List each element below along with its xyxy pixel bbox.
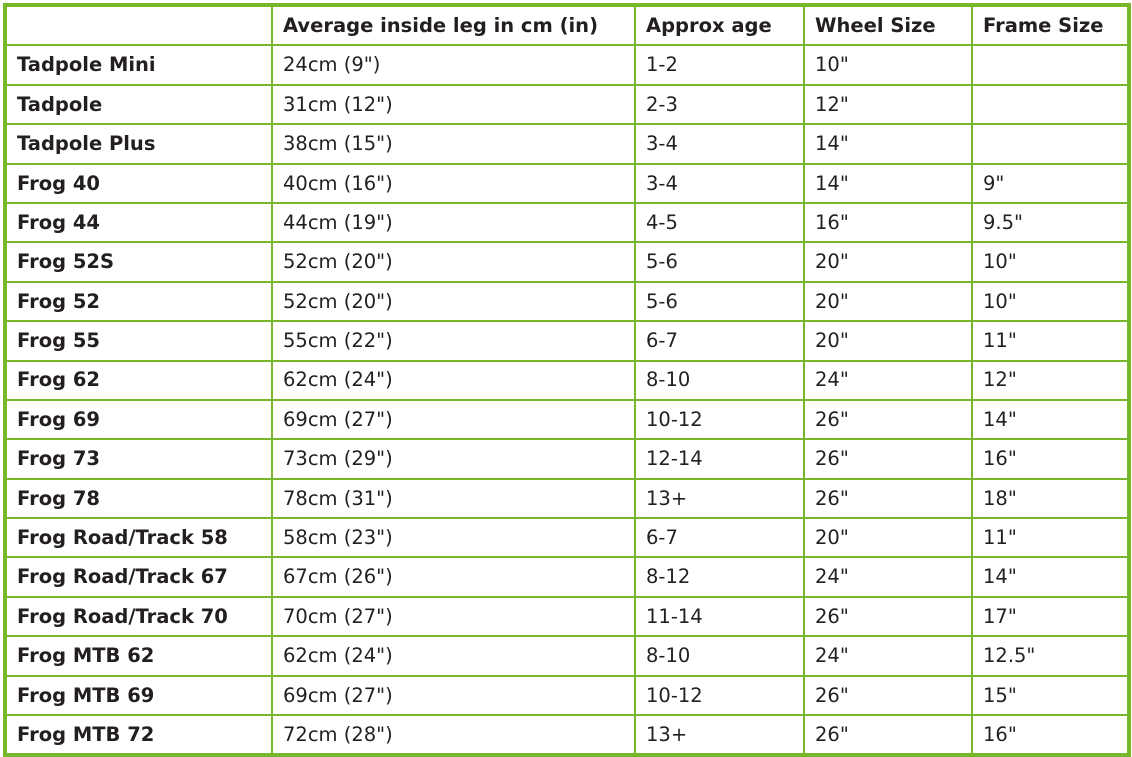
cell-model: Frog 40 <box>5 164 272 203</box>
cell-frame-size <box>972 124 1129 163</box>
cell-approx-age: 6-7 <box>635 321 804 360</box>
cell-frame-size: 10" <box>972 242 1129 281</box>
column-header-model <box>5 5 272 45</box>
cell-model: Frog MTB 62 <box>5 636 272 675</box>
table-row <box>5 676 1129 715</box>
cell-wheel-size: 26" <box>804 400 972 439</box>
table-row <box>5 715 1129 755</box>
cell-frame-size: 11" <box>972 321 1129 360</box>
table-row <box>5 557 1129 596</box>
cell-model: Frog 62 <box>5 361 272 400</box>
cell-wheel-size: 16" <box>804 203 972 242</box>
cell-inside-leg: 67cm (26") <box>272 557 635 596</box>
cell-frame-size: 17" <box>972 597 1129 636</box>
cell-wheel-size: 20" <box>804 321 972 360</box>
cell-wheel-size: 26" <box>804 676 972 715</box>
cell-model: Frog 73 <box>5 439 272 478</box>
cell-wheel-size: 24" <box>804 557 972 596</box>
cell-wheel-size: 20" <box>804 282 972 321</box>
cell-inside-leg: 44cm (19") <box>272 203 635 242</box>
cell-frame-size: 16" <box>972 439 1129 478</box>
cell-model: Frog Road/Track 70 <box>5 597 272 636</box>
cell-frame-size: 9.5" <box>972 203 1129 242</box>
cell-model: Frog 78 <box>5 479 272 518</box>
cell-frame-size: 9" <box>972 164 1129 203</box>
cell-approx-age: 3-4 <box>635 164 804 203</box>
table-row <box>5 479 1129 518</box>
column-header-approx-age: Approx age <box>635 5 804 45</box>
cell-model: Frog 55 <box>5 321 272 360</box>
cell-frame-size <box>972 45 1129 84</box>
cell-model: Frog MTB 69 <box>5 676 272 715</box>
cell-inside-leg: 58cm (23") <box>272 518 635 557</box>
table-row <box>5 242 1129 281</box>
cell-approx-age: 13+ <box>635 479 804 518</box>
cell-approx-age: 10-12 <box>635 676 804 715</box>
cell-model: Frog 44 <box>5 203 272 242</box>
cell-inside-leg: 38cm (15") <box>272 124 635 163</box>
cell-wheel-size: 24" <box>804 361 972 400</box>
cell-approx-age: 11-14 <box>635 597 804 636</box>
cell-model: Frog MTB 72 <box>5 715 272 755</box>
cell-approx-age: 1-2 <box>635 45 804 84</box>
cell-approx-age: 5-6 <box>635 242 804 281</box>
cell-model: Tadpole Mini <box>5 45 272 84</box>
cell-wheel-size: 26" <box>804 439 972 478</box>
cell-model: Frog 69 <box>5 400 272 439</box>
cell-inside-leg: 78cm (31") <box>272 479 635 518</box>
cell-wheel-size: 26" <box>804 597 972 636</box>
cell-inside-leg: 40cm (16") <box>272 164 635 203</box>
cell-inside-leg: 69cm (27") <box>272 400 635 439</box>
cell-frame-size: 14" <box>972 400 1129 439</box>
cell-approx-age: 2-3 <box>635 85 804 124</box>
cell-frame-size: 15" <box>972 676 1129 715</box>
cell-wheel-size: 12" <box>804 85 972 124</box>
column-header-frame-size: Frame Size <box>972 5 1129 45</box>
table-body <box>5 45 1129 755</box>
cell-inside-leg: 55cm (22") <box>272 321 635 360</box>
cell-approx-age: 4-5 <box>635 203 804 242</box>
table-row <box>5 439 1129 478</box>
cell-frame-size: 12.5" <box>972 636 1129 675</box>
cell-frame-size <box>972 85 1129 124</box>
cell-inside-leg: 72cm (28") <box>272 715 635 755</box>
cell-approx-age: 3-4 <box>635 124 804 163</box>
cell-frame-size: 18" <box>972 479 1129 518</box>
cell-approx-age: 13+ <box>635 715 804 755</box>
cell-frame-size: 14" <box>972 557 1129 596</box>
cell-inside-leg: 70cm (27") <box>272 597 635 636</box>
cell-wheel-size: 14" <box>804 124 972 163</box>
cell-approx-age: 8-10 <box>635 636 804 675</box>
table-header <box>5 5 1129 45</box>
cell-approx-age: 6-7 <box>635 518 804 557</box>
table-row <box>5 400 1129 439</box>
cell-model: Tadpole <box>5 85 272 124</box>
cell-inside-leg: 73cm (29") <box>272 439 635 478</box>
cell-wheel-size: 14" <box>804 164 972 203</box>
cell-approx-age: 8-10 <box>635 361 804 400</box>
bike-size-table <box>3 3 1131 757</box>
cell-model: Tadpole Plus <box>5 124 272 163</box>
cell-frame-size: 16" <box>972 715 1129 755</box>
cell-inside-leg: 52cm (20") <box>272 242 635 281</box>
cell-wheel-size: 10" <box>804 45 972 84</box>
cell-inside-leg: 52cm (20") <box>272 282 635 321</box>
table-row <box>5 361 1129 400</box>
cell-approx-age: 12-14 <box>635 439 804 478</box>
table-row <box>5 518 1129 557</box>
table-row <box>5 282 1129 321</box>
cell-inside-leg: 62cm (24") <box>272 361 635 400</box>
table-row <box>5 45 1129 84</box>
cell-model: Frog Road/Track 67 <box>5 557 272 596</box>
cell-model: Frog Road/Track 58 <box>5 518 272 557</box>
cell-wheel-size: 26" <box>804 715 972 755</box>
cell-wheel-size: 20" <box>804 518 972 557</box>
table-row <box>5 203 1129 242</box>
table-row <box>5 636 1129 675</box>
cell-inside-leg: 62cm (24") <box>272 636 635 675</box>
table-row <box>5 124 1129 163</box>
cell-inside-leg: 24cm (9") <box>272 45 635 84</box>
cell-inside-leg: 69cm (27") <box>272 676 635 715</box>
cell-frame-size: 11" <box>972 518 1129 557</box>
cell-model: Frog 52S <box>5 242 272 281</box>
cell-frame-size: 12" <box>972 361 1129 400</box>
cell-model: Frog 52 <box>5 282 272 321</box>
cell-inside-leg: 31cm (12") <box>272 85 635 124</box>
cell-wheel-size: 26" <box>804 479 972 518</box>
cell-approx-age: 8-12 <box>635 557 804 596</box>
column-header-inside-leg: Average inside leg in cm (in) <box>272 5 635 45</box>
table-row <box>5 321 1129 360</box>
cell-wheel-size: 20" <box>804 242 972 281</box>
table-row <box>5 85 1129 124</box>
cell-approx-age: 5-6 <box>635 282 804 321</box>
table-row <box>5 597 1129 636</box>
cell-frame-size: 10" <box>972 282 1129 321</box>
table-row <box>5 164 1129 203</box>
column-header-wheel-size: Wheel Size <box>804 5 972 45</box>
cell-wheel-size: 24" <box>804 636 972 675</box>
header-row <box>5 5 1129 45</box>
cell-approx-age: 10-12 <box>635 400 804 439</box>
